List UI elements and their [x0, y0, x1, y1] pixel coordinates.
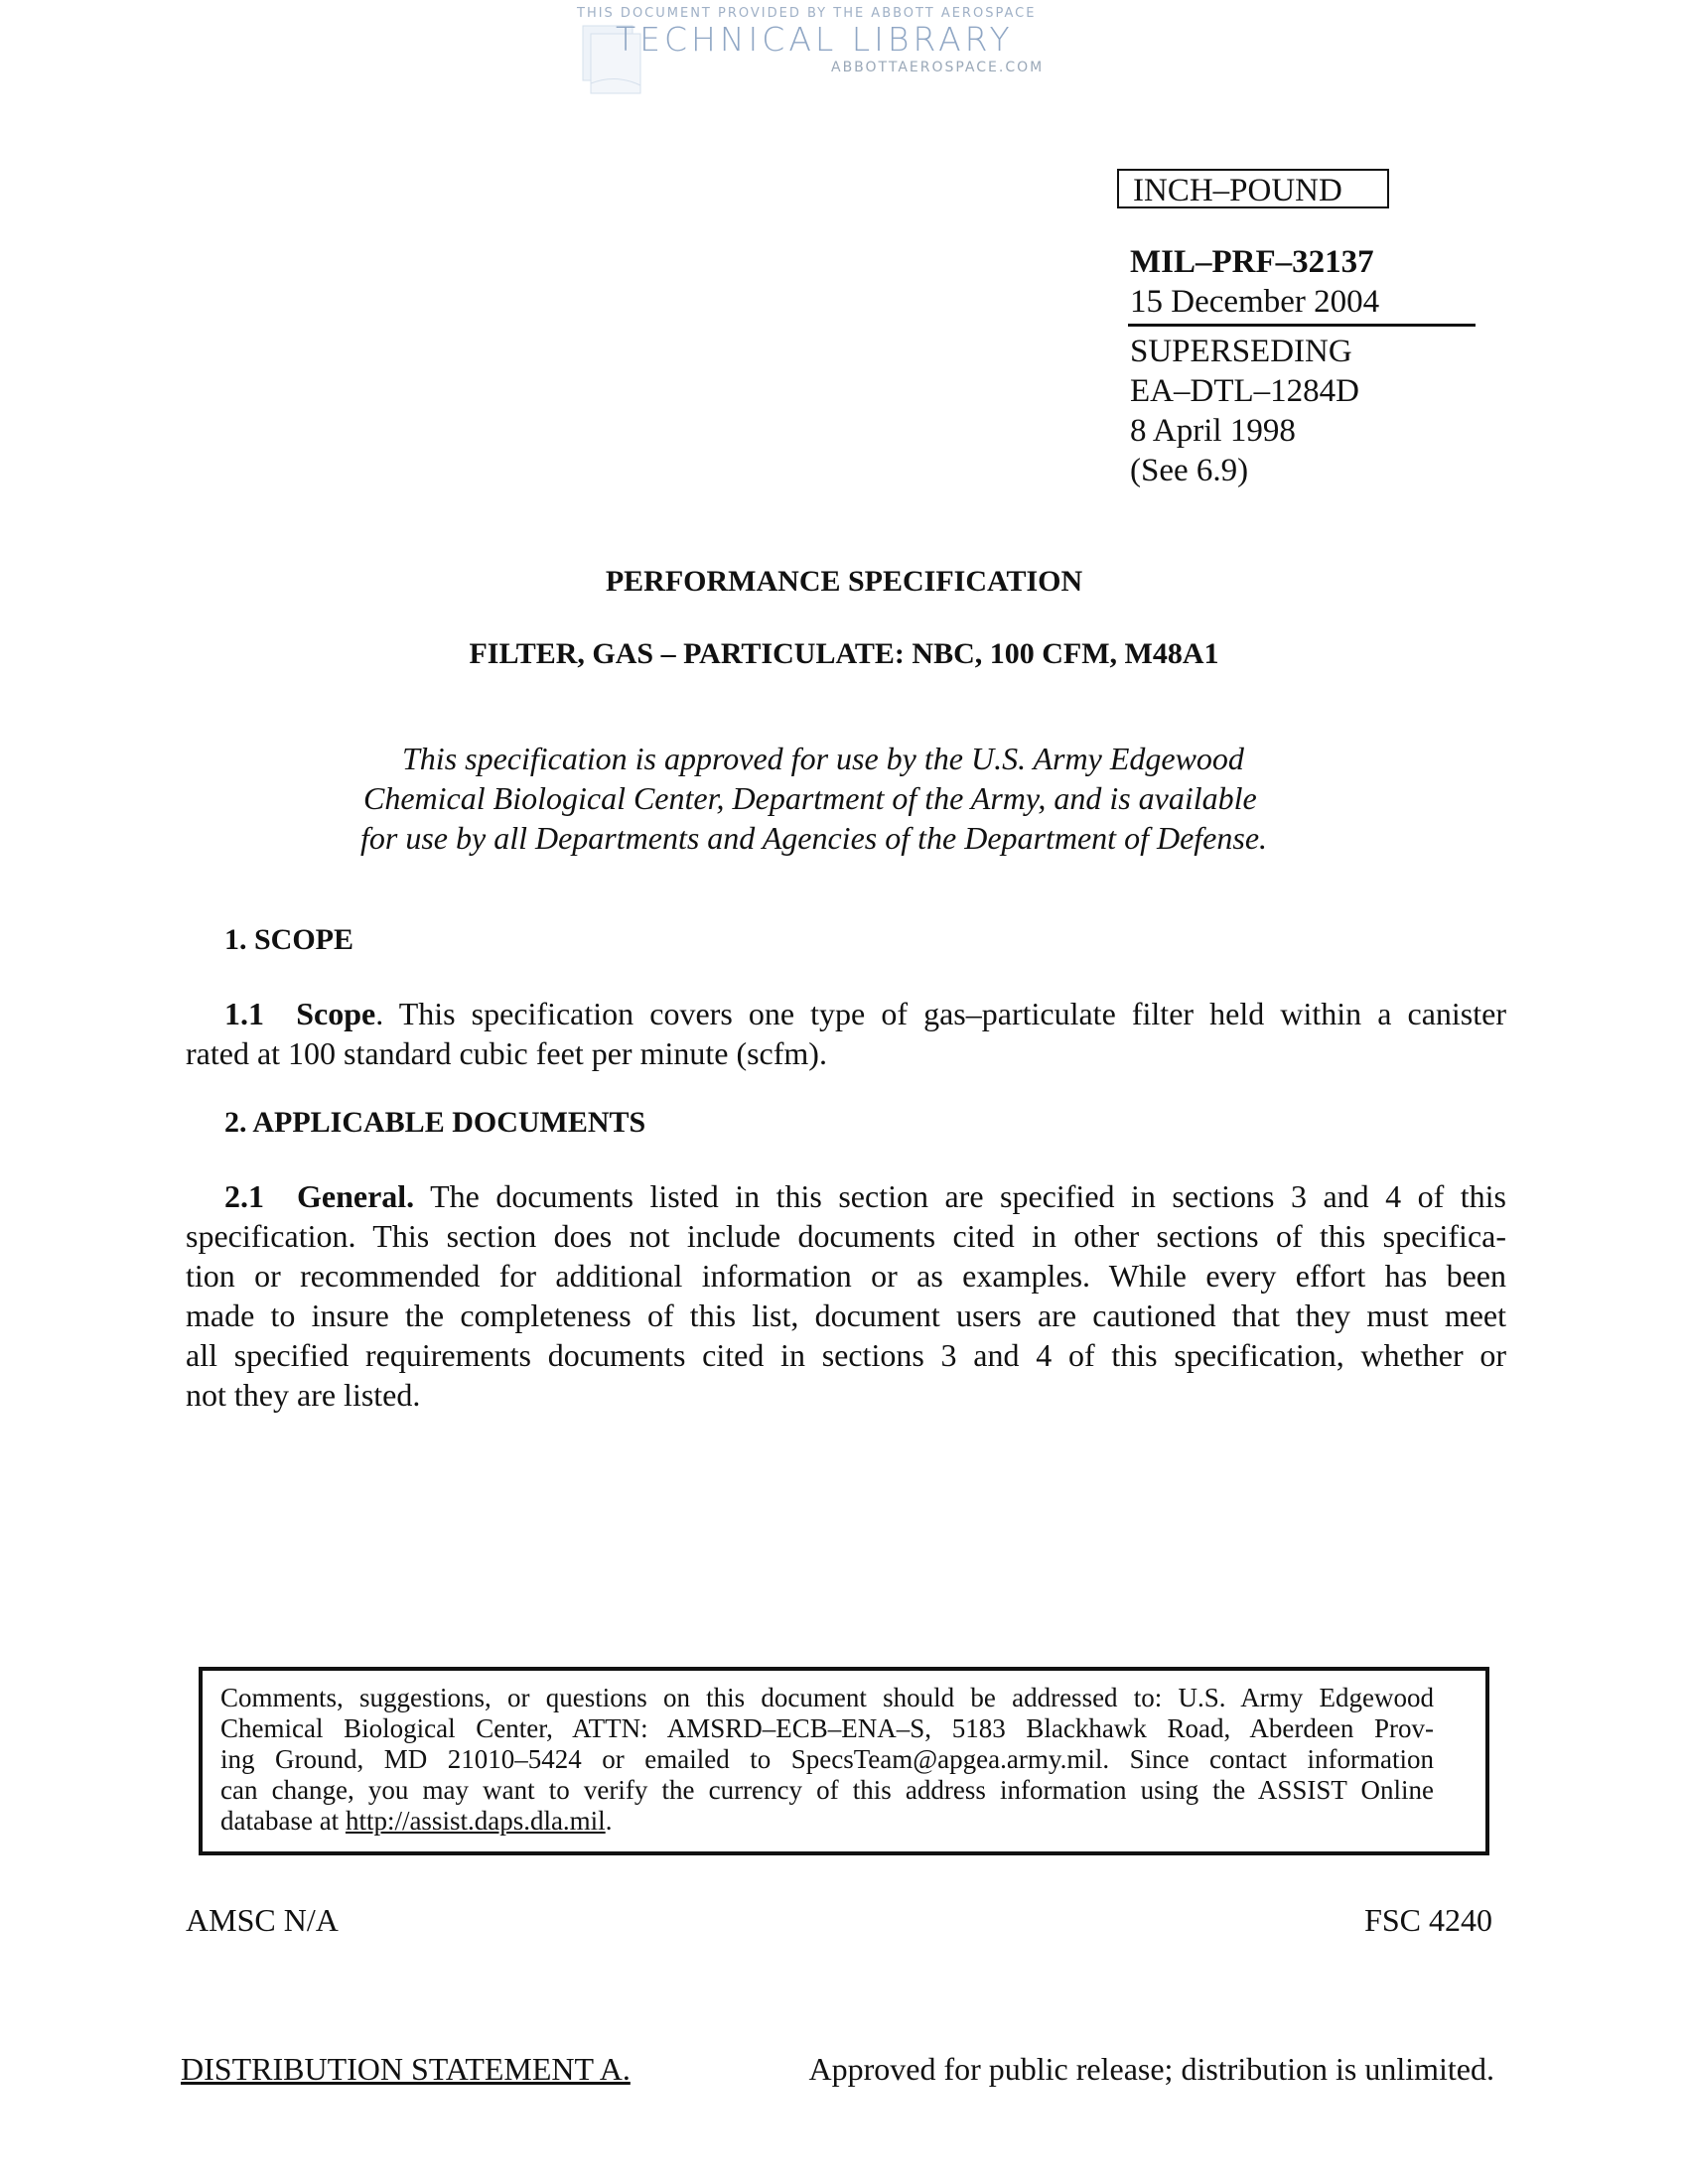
- para-title: General.: [296, 1178, 415, 1214]
- superseded-id: EA–DTL–1284D: [1130, 373, 1359, 409]
- approval-line: for use by all Departments and Agencies of the Department of Defense.: [360, 820, 1268, 856]
- watermark-url: ABBOTTAEROSPACE.COM: [831, 60, 1045, 75]
- amsc-label: AMSC N/A: [186, 1902, 339, 1938]
- distribution-text: Approved for public release; distribution is unlimited.: [808, 2051, 1494, 2087]
- comments-line: ing Ground, MD 21010–5424 or emailed to SpecsTeam@apgea.army.mil. Since contact information: [220, 1744, 1434, 1774]
- spec-type-title: PERFORMANCE SPECIFICATION: [605, 565, 1083, 598]
- watermark-library: TECHNICAL LIBRARY: [616, 20, 1014, 59]
- paragraph-line: tion or recommended for additional information or as examples. While every effort has been: [186, 1258, 1506, 1294]
- section-2-heading: 2. APPLICABLE DOCUMENTS: [224, 1106, 646, 1139]
- section-1-1-paragraph: [186, 994, 1506, 1073]
- superseded-date: 8 April 1998: [1130, 413, 1296, 449]
- header-divider: [1128, 324, 1476, 327]
- approval-line: Chemical Biological Center, Department of the Army, and is available: [363, 780, 1257, 816]
- paragraph-line: [186, 994, 1506, 1033]
- watermark-provided-by: THIS DOCUMENT PROVIDED BY THE ABBOTT AEROSPACE: [577, 6, 1037, 21]
- see-reference: (See 6.9): [1130, 453, 1249, 488]
- paragraph-line: all specified requirements documents cited in sections 3 and 4 of this specification, whether or: [186, 1337, 1506, 1373]
- paragraph-line: not they are listed.: [186, 1377, 421, 1413]
- para-number: 2.1: [224, 1178, 264, 1214]
- comments-text: [220, 1683, 1434, 1837]
- doc-date: 15 December 2004: [1130, 284, 1380, 320]
- assist-link[interactable]: http://assist.daps.dla.mil: [345, 1806, 606, 1836]
- line-text: . This specification covers one type of gas–particulate filter held within a canister: [375, 996, 1507, 1031]
- line-text: The documents listed in this section are specified in sections 3 and 4 of this: [414, 1178, 1507, 1214]
- approval-line: This specification is approved for use by the U.S. Army Edgewood: [402, 741, 1244, 776]
- superseding-label: SUPERSEDING: [1130, 334, 1352, 369]
- distribution-label: DISTRIBUTION STATEMENT A.: [181, 2051, 631, 2087]
- comments-line: Comments, suggestions, or questions on this document should be addressed to: U.S. Army Edgewood: [220, 1683, 1434, 1712]
- comments-box: [199, 1667, 1489, 1855]
- fsc-label: FSC 4240: [1364, 1902, 1492, 1938]
- doc-id: MIL–PRF–32137: [1130, 244, 1374, 280]
- comments-line: Chemical Biological Center, ATTN: AMSRD–ECB–ENA–S, 5183 Blackhawk Road, Aberdeen Prov-: [220, 1713, 1434, 1743]
- spec-subject-title: FILTER, GAS – PARTICULATE: NBC, 100 CFM, M48A1: [469, 637, 1219, 670]
- line-text: .: [605, 1806, 613, 1836]
- para-title: Scope: [296, 996, 376, 1031]
- abbott-watermark-logo: [571, 4, 1087, 103]
- paragraph-line: rated at 100 standard cubic feet per minute (scfm).: [186, 1035, 827, 1071]
- line-text: database at: [220, 1806, 346, 1836]
- paragraph-line: made to insure the completeness of this list, document users are cautioned that they must meet: [186, 1297, 1506, 1333]
- section-2-1-paragraph: [186, 1176, 1506, 1415]
- units-box: INCH–POUND: [1117, 169, 1389, 208]
- comments-line: [220, 1806, 1434, 1837]
- paragraph-line: [186, 1176, 1506, 1216]
- comments-line: can change, you may want to verify the currency of this address information using the ASSIST Online: [220, 1775, 1434, 1805]
- paragraph-line: specification. This section does not include documents cited in other sections of this specifica-: [186, 1218, 1506, 1254]
- para-number: 1.1: [224, 996, 264, 1031]
- section-1-heading: 1. SCOPE: [224, 923, 354, 956]
